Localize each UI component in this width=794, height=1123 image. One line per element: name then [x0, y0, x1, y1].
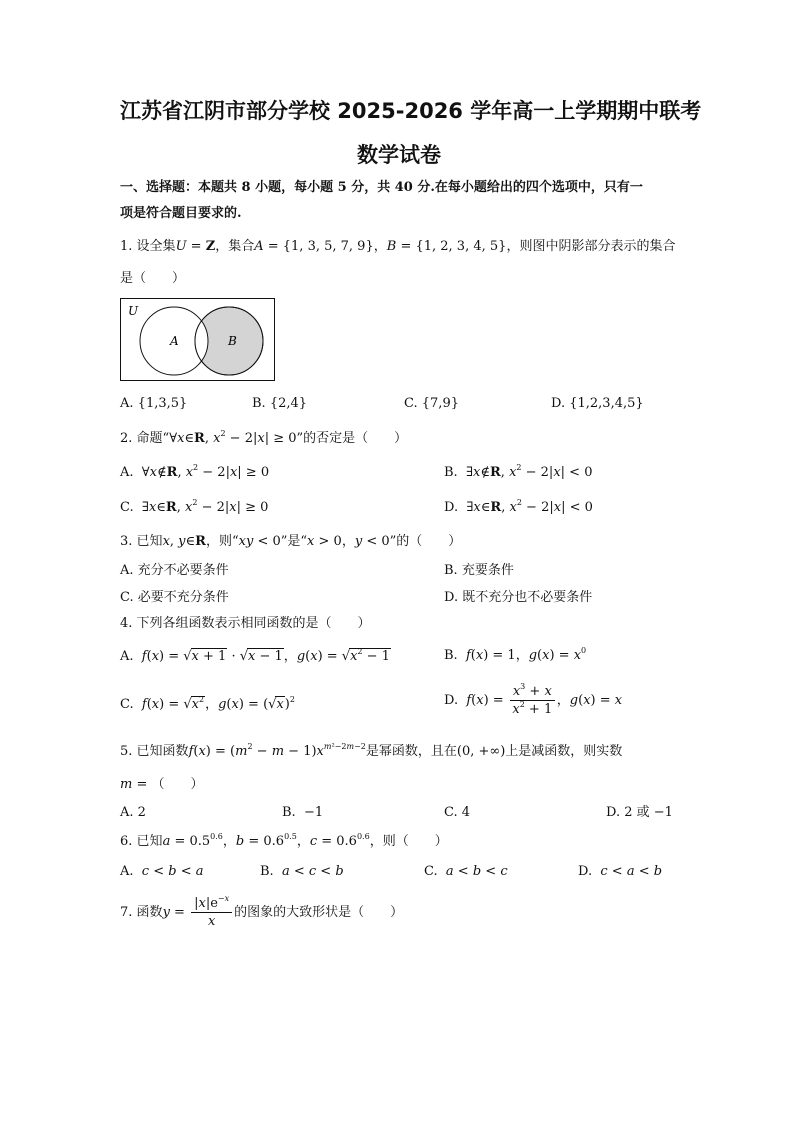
- q3-option-c[interactable]: C. 必要不充分条件: [120, 590, 229, 605]
- venn-diagram: [120, 298, 275, 381]
- q6-option-c[interactable]: C. a < b < c: [424, 864, 508, 879]
- q2-option-b[interactable]: B. ∃x∉R, $x^2 - 2|x| < 0$: [444, 463, 593, 480]
- q4-option-d[interactable]: D. f(x) = $\frac{x^3 + x}{x^2 + 1}$ ，g(x) = x: [444, 682, 623, 717]
- venn-label-b: B: [228, 334, 237, 348]
- q5-option-b[interactable]: B. −1: [282, 805, 324, 820]
- question-1-stem-cont: 是（ ）: [120, 271, 186, 286]
- q1-option-d[interactable]: D. {1,2,3,4,5}: [551, 396, 644, 411]
- venn-label-u: U: [128, 304, 139, 318]
- question-6-stem: 6. 已知$a = 0.5^{0.6}$，$b = 0.6^{0.5}$，$c = 0.6^{0.6}$，则（ ）: [120, 832, 448, 849]
- question-1-stem: 1. 设全集U = Z，集合A = {1, 3, 5, 7, 9}，B = {1, 2, 3, 4, 5}，则图中阴影部分表示的集合: [120, 239, 676, 254]
- q1-option-a[interactable]: A. {1,3,5}: [120, 396, 188, 411]
- q3-option-b[interactable]: B. 充要条件: [444, 563, 514, 578]
- q5-option-c[interactable]: C. 4: [444, 805, 471, 820]
- question-5-stem: 5. 已知函数$f(x) = (m^2 - m - 1)x^{m^2-2m-2}$是幂函数，且在(0, +∞)上是减函数，则实数: [120, 742, 623, 759]
- q1-option-c[interactable]: C. {7,9}: [404, 396, 459, 411]
- q2-option-c[interactable]: C. ∃x∈R, $x^2 - 2|x| \ge 0$: [120, 498, 269, 515]
- question-4-stem: 4. 下列各组函数表示相同函数的是（ ）: [120, 616, 371, 631]
- q4-option-b[interactable]: B. f(x) = 1，$g(x) = x^0$: [444, 646, 587, 663]
- q5-option-a[interactable]: A. 2: [120, 805, 146, 820]
- section-heading-cont: 项是符合题目要求的.: [120, 206, 242, 221]
- q4-option-c[interactable]: C. $f(x) = √x^2$，$g(x) = (√x)^2$: [120, 695, 295, 712]
- question-5-stem-cont: m = （ ）: [120, 777, 204, 792]
- q3-option-a[interactable]: A. 充分不必要条件: [120, 563, 229, 578]
- question-number: 1.: [120, 239, 133, 254]
- q1-option-b[interactable]: B. {2,4}: [252, 396, 308, 411]
- section-heading: 一、选择题：本题共 8 小题，每小题 5 分，共 40 分.在每小题给出的四个选项中，只有一: [120, 180, 643, 195]
- q4-option-a[interactable]: A. f(x) = √x + 1 · √x − 1，$g(x) = √x^2 - 1$: [120, 647, 390, 664]
- q6-option-d[interactable]: D. c < a < b: [578, 864, 663, 879]
- page-title: 江苏省江阴市部分学校 2025-2026 学年高一上学期期中联考: [120, 99, 702, 123]
- question-7-stem: 7. 函数y = $\frac{|x|e^{-x}}{x}$ 的图象的大致形状是（ ）: [120, 894, 404, 929]
- q3-option-d[interactable]: D. 既不充分也不必要条件: [444, 590, 593, 605]
- q2-option-d[interactable]: D. ∃x∈R, $x^2 - 2|x| < 0$: [444, 498, 593, 515]
- q2-option-a[interactable]: A. ∀x∉R, $x^2 - 2|x| \ge 0$: [120, 463, 270, 480]
- venn-label-a: A: [170, 334, 179, 348]
- question-2-stem: 2. 命题“∀x∈R, $x^2 - 2|x| \ge 0$”的否定是（ ）: [120, 429, 408, 446]
- q6-option-a[interactable]: A. c < b < a: [120, 864, 204, 879]
- page-subtitle: 数学试卷: [357, 143, 441, 167]
- q5-option-d[interactable]: D. 2 或 −1: [606, 805, 673, 820]
- question-3-stem: 3. 已知x, y∈R，则“xy < 0”是“x > 0，y < 0”的（ ）: [120, 534, 462, 549]
- q6-option-b[interactable]: B. a < c < b: [260, 864, 344, 879]
